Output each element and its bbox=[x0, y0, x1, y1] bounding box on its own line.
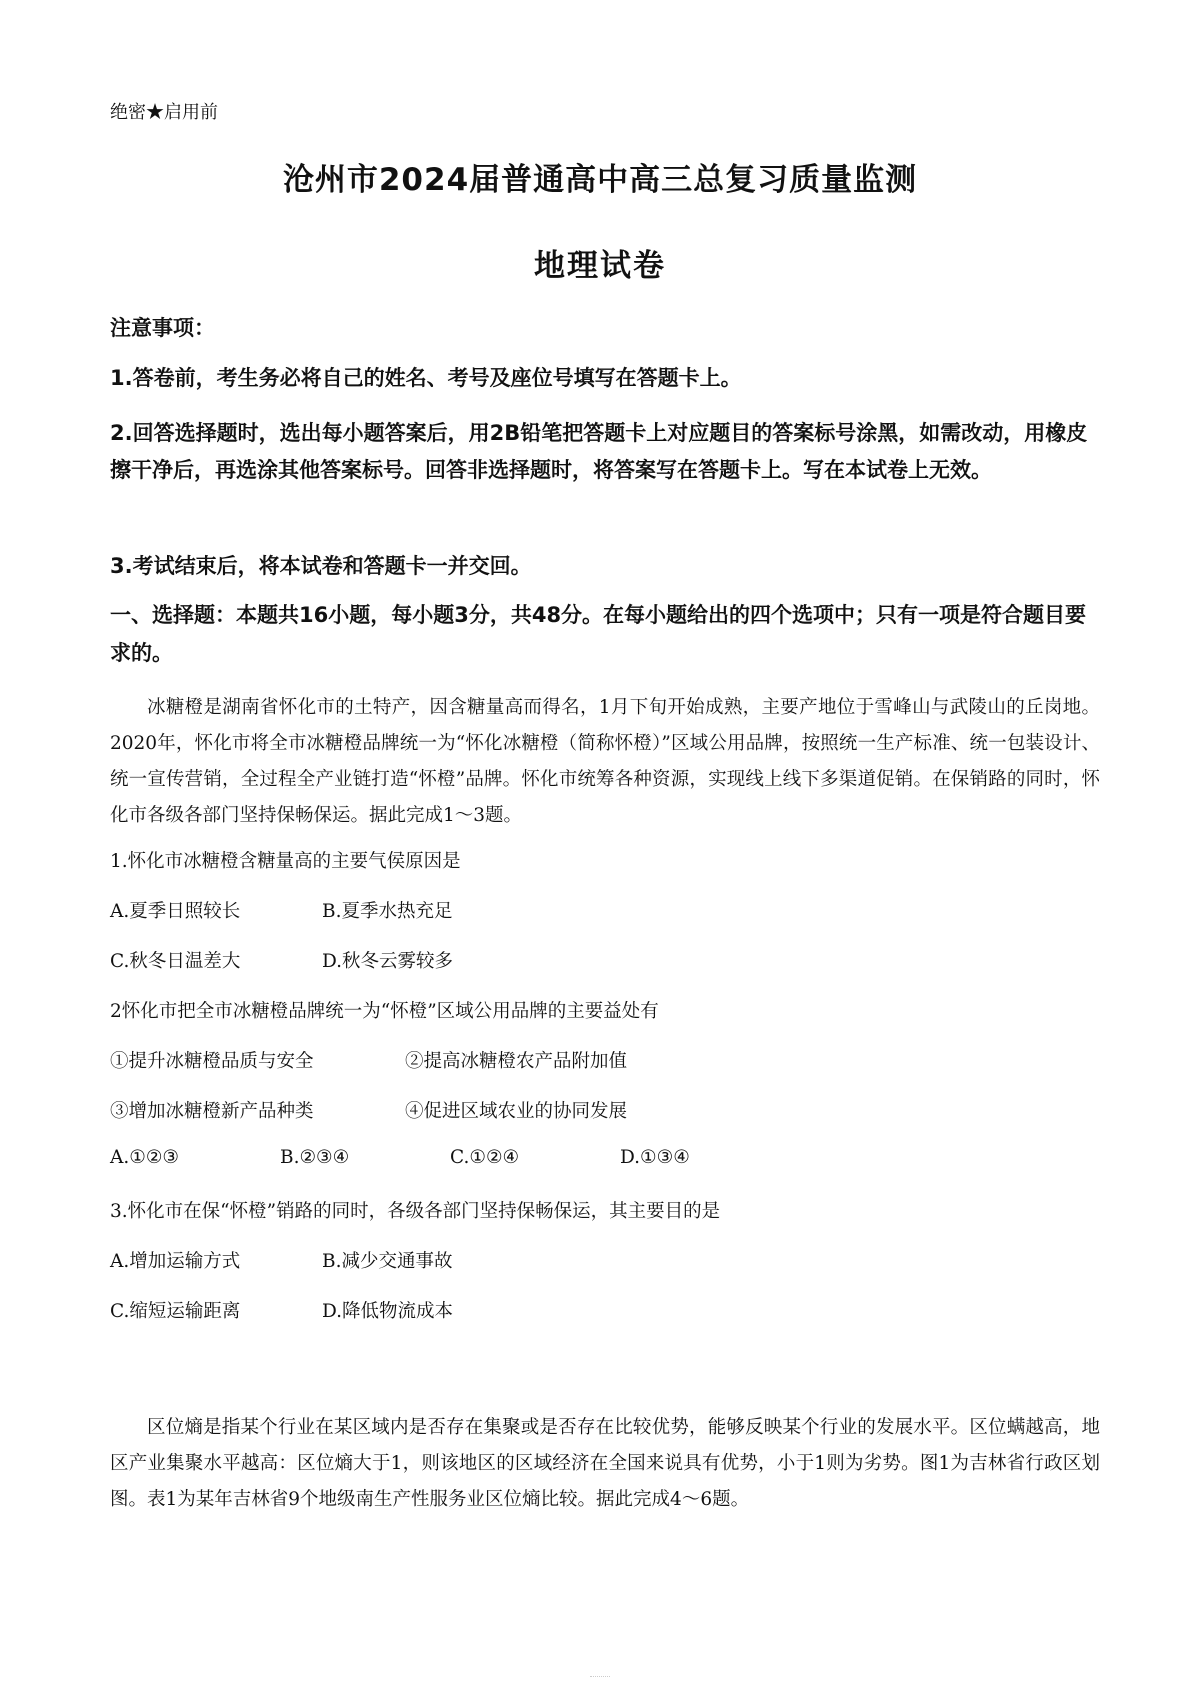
secret-label: 绝密★启用前 bbox=[110, 102, 218, 123]
q1-option-a: A.夏季日照较长 bbox=[110, 901, 241, 922]
question-1-stem: 1.怀化市冰糖橙含糖量高的主要气侯原因是 bbox=[110, 851, 461, 872]
q2-statement-1: ①提升冰糖橙品质与安全 bbox=[110, 1051, 314, 1072]
q2-option-b: B.②③④ bbox=[280, 1147, 350, 1168]
page-footer-mark bbox=[590, 1676, 610, 1679]
notice-item-2: 2.回答选择题时，选出每小题答案后，用2B铅笔把答题卡上对应题目的答案标号涂黑，如需改动，用橡皮擦干净后，再选涂其他答案标号。回答非选择题时，将答案写在答题卡上。写在本试卷上无效。 bbox=[110, 421, 1088, 482]
q3-option-c: C.缩短运输距离 bbox=[110, 1301, 241, 1322]
question-3-stem: 3.怀化市在保“怀橙”销路的同时，各级各部门坚持保畅保运，其主要目的是 bbox=[110, 1201, 721, 1222]
notice-item-3: 3.考试结束后，将本试卷和答题卡一并交回。 bbox=[110, 554, 532, 578]
exam-title: 沧州市2024届普通高中高三总复习质量监测 bbox=[282, 162, 918, 198]
q1-option-c: C.秋冬日温差大 bbox=[110, 951, 241, 972]
q2-statement-3: ③增加冰糖橙新产品种类 bbox=[110, 1101, 314, 1122]
q2-option-d: D.①③④ bbox=[620, 1147, 690, 1168]
passage-1: 冰糖橙是湖南省怀化市的土特产，因含糖量高而得名，1月下旬开始成熟，主要产地位于雪峰山与武陵山的丘岗地。2020年，怀化市将全市冰糖橙品牌统一为“怀化冰糖橙（简称怀橙）”区域公用品牌，按照统一生产标准、统一包装设计、统一宣传营销，全过程全产业链打造“怀橙”品牌。怀化市统筹各种资源，实现线上线下多渠道促销。在保销路的同时，怀化市各级各部门坚持保畅保运。据此完成1～3题。 bbox=[110, 697, 1100, 826]
q1-option-d: D.秋冬云雾较多 bbox=[322, 951, 454, 972]
q3-option-a: A.增加运输方式 bbox=[110, 1251, 241, 1272]
notice-heading: 注意事项： bbox=[110, 316, 215, 340]
q1-option-b: B.夏季水热充足 bbox=[322, 901, 453, 922]
q2-statement-2: ②提高冰糖橙农产品附加值 bbox=[405, 1051, 628, 1072]
question-2-stem: 2怀化市把全市冰糖橙品牌统一为“怀橙”区域公用品牌的主要益处有 bbox=[110, 1001, 659, 1022]
q2-statement-4: ④促进区域农业的协同发展 bbox=[405, 1101, 628, 1122]
notice-item-1: 1.答卷前，考生务必将自己的姓名、考号及座位号填写在答题卡上。 bbox=[110, 366, 742, 390]
exam-subtitle: 地理试卷 bbox=[534, 248, 666, 284]
q3-option-b: B.减少交通事故 bbox=[322, 1251, 453, 1272]
q3-option-d: D.降低物流成本 bbox=[322, 1301, 454, 1322]
passage-2: 区位熵是指某个行业在某区域内是否存在集聚或是否存在比较优势，能够反映某个行业的发展水平。区位螨越高，地区产业集聚水平越高：区位熵大于1，则该地区的区域经济在全国来说具有优势，小于1则为劣势。图1为吉林省行政区划图。表1为某年吉林省9个地级南生产性服务业区位熵比较。据此完成4～6题。 bbox=[110, 1417, 1100, 1510]
q2-option-c: C.①②④ bbox=[450, 1147, 520, 1168]
section-heading: 一、选择题：本题共16小题，每小题3分，共48分。在每小题给出的四个选项中；只有一项是符合题目要求的。 bbox=[110, 603, 1087, 665]
q2-option-a: A.①②③ bbox=[110, 1147, 179, 1168]
